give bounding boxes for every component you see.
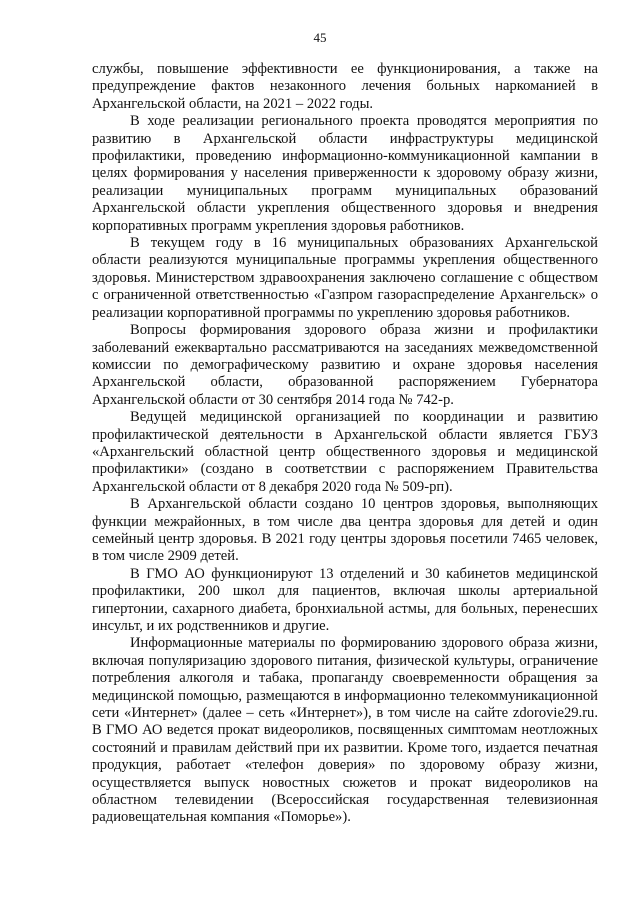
paragraph-5: Ведущей медицинской организацией по координации и развитию профилактической деятельности в Архангельской области является ГБУЗ «Архангельский областной центр общественного здоровья и медицинской профилактики» (создано в соответствии с распоряжением Правительства Архангельской области от 8 декабря 2020 года № 509-рп). xyxy=(92,409,598,495)
paragraph-8: Информационные материалы по формированию здорового образа жизни, включая популяризацию здорового питания, физической культуры, ограничение потребления алкоголя и табака, пропаганду своевременности обращения за медицинской помощью, размещаются в информационно телекоммуникационной сети «Интернет» (далее – сеть «Интернет»), в том числе на сайте zdorovie29.ru. В ГМО АО ведется прокат видеороликов, посвященных симптомам неотложных состояний и правилам действий при их развитии. Кроме того, издается печатная продукция, работает «телефон доверия» по здоровому образу жизни, осуществляется выпуск новостных сюжетов и прокат видеороликов на областном телевидении (Всероссийская государственная телевизионная радиовещательная компания «Поморье»). xyxy=(92,635,598,826)
paragraph-1: службы, повышение эффективности ее функционирования, а также на предупреждение фактов незаконного лечения больных наркоманией в Архангельской области, на 2021 – 2022 годы. xyxy=(92,61,598,112)
body-text xyxy=(92,61,598,827)
paragraph-7: В ГМО АО функционируют 13 отделений и 30 кабинетов медицинской профилактики, 200 школ для пациентов, включая школы артериальной гипертонии, сахарного диабета, бронхиальной астмы, для больных, перенесших инсульт, и их родственников и другие. xyxy=(92,565,598,634)
paragraph-6: В Архангельской области создано 10 центров здоровья, выполняющих функции межрайонных, в том числе два центра здоровья для детей и один семейный центр здоровья. В 2021 году центры здоровья посетили 7465 человек, в том числе 2909 детей. xyxy=(92,496,598,565)
paragraph-3: В текущем году в 16 муниципальных образованиях Архангельской области реализуются муниципальные программы укрепления общественного здоровья. Министерством здравоохранения заключено соглашение с обществом с ограниченной ответственностью «Газпром газораспределение Архангельск» о реализации корпоративной программы по укреплению здоровья работников. xyxy=(92,235,598,321)
paragraph-4: Вопросы формирования здорового образа жизни и профилактики заболеваний ежеквартально рассматриваются на заседаниях межведомственной комиссии по демографическому развитию и охране здоровья населения Архангельской области, образованной распоряжением Губернатора Архангельской области от 30 сентября 2014 года № 742-р. xyxy=(92,322,598,408)
page-number: 45 xyxy=(313,30,327,45)
paragraph-2: В ходе реализации регионального проекта проводятся мероприятия по развитию в Архангельской области инфраструктуры медицинской профилактики, проведению информационно-коммуникационной кампании в целях формирования у населения приверженности к здоровому образу жизни, реализации муниципальных программ муниципальных образований Архангельской области укрепления общественного здоровья и внедрения корпоративных программ укрепления здоровья работников. xyxy=(92,113,598,234)
